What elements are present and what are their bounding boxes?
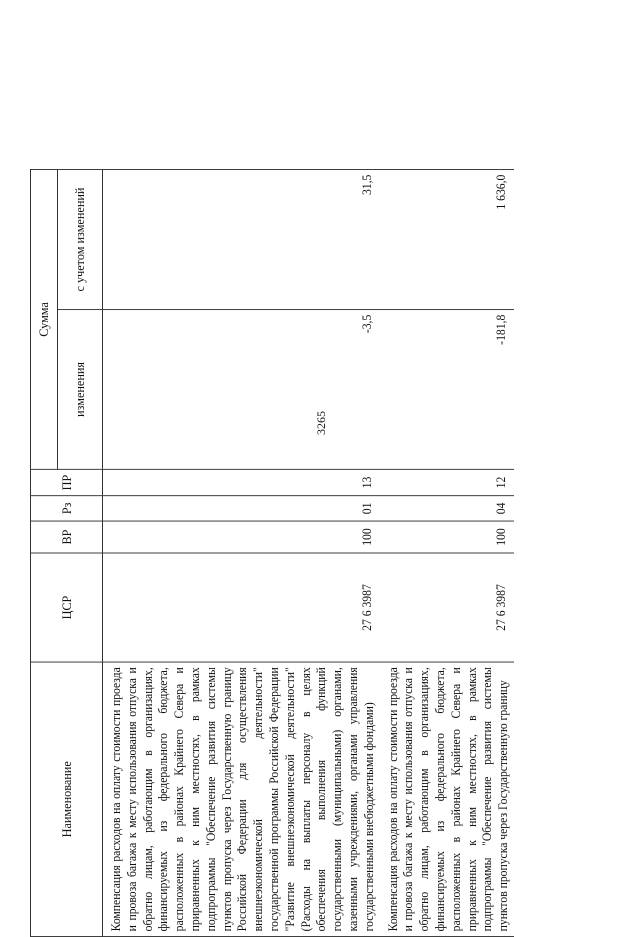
column-header-csr: ЦСР <box>31 553 103 662</box>
column-header-rz: Рз <box>31 496 103 521</box>
budget-table <box>30 169 514 937</box>
table-row <box>384 169 514 936</box>
table-row <box>107 169 380 936</box>
column-header-pr: ПР <box>31 469 103 495</box>
row-rz: 01 <box>107 496 380 521</box>
row-with-change: 31,5 <box>107 169 380 309</box>
column-header-vr: ВР <box>31 521 103 553</box>
row-csr: 27 6 3987 <box>384 553 514 662</box>
rotated-budget-table-page <box>30 170 511 937</box>
row-vr: 100 <box>384 521 514 553</box>
row-pr: 13 <box>107 469 380 495</box>
row-name: Компенсация расходов на оплату стоимости проезда и провоза багажа к месту использования отпуска и обратно лицам, работающим в организациях, финансируемых из федерального бюджета, расположенных в районах Крайнего Севера и приравненных к ним местностях, в рамках подпрограммы "Обеспечение развития системы пунктов пропуска через Государственную границу <box>384 662 514 936</box>
row-vr: 100 <box>107 521 380 553</box>
row-pr: 12 <box>384 469 514 495</box>
row-csr: 27 6 3987 <box>107 553 380 662</box>
column-header-sum: Сумма <box>31 169 58 469</box>
column-header-name: Наименование <box>31 662 103 936</box>
row-name: Компенсация расходов на оплату стоимости проезда и провоза багажа к месту использования отпуска и обратно лицам, работающим в организациях, финансируемых из федерального бюджета, расположенных в районах Крайнего Севера и приравненных к ним местностях, в рамках подпрограммы "Обеспечение развития системы пунктов пропуска через Государственную границу Российской Федерации для осуществления внешнеэкономической деятельности" государственной программы Российской Федерации "Развитие внешнеэкономической деятельности" (Расходы на выплаты персоналу в целях обеспечения выполнения функций государственными (муниципальными) органами, казенными учреждениями, органами управления государственными внебюджетными фондами) <box>107 662 380 936</box>
page-number: 3265 <box>314 411 328 435</box>
column-header-change: изменения <box>58 310 103 470</box>
row-with-change: 1 636,0 <box>384 169 514 309</box>
row-rz: 04 <box>384 496 514 521</box>
row-change: -3,5 <box>107 310 380 470</box>
row-change: -181,8 <box>384 310 514 470</box>
column-header-with-change: с учетом изменений <box>58 169 103 309</box>
